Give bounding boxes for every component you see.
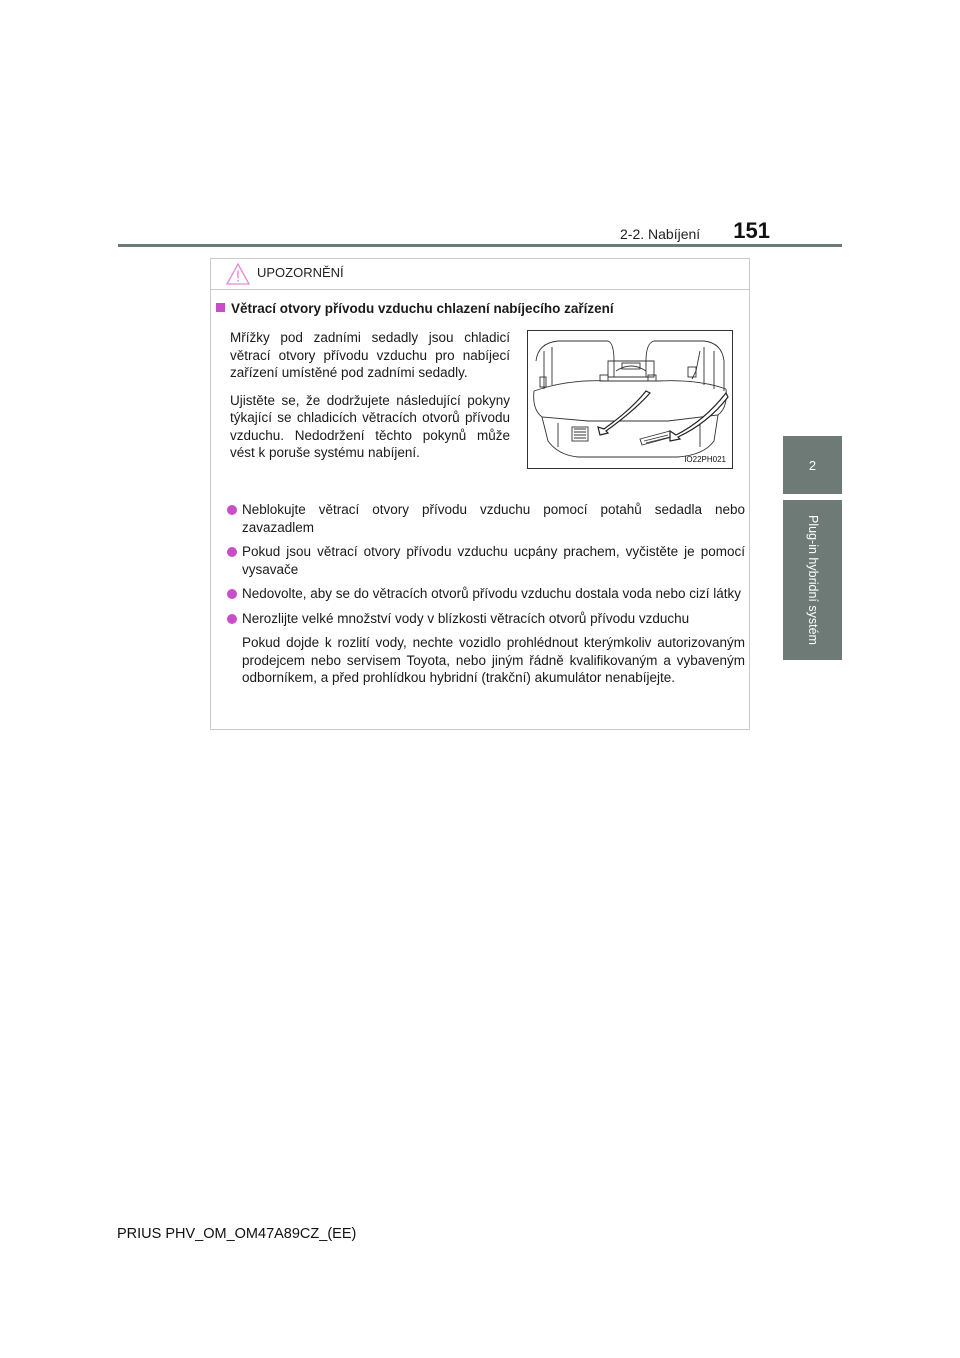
warning-subheading bbox=[211, 301, 749, 316]
section-title: 2-2. Nabíjení bbox=[620, 226, 701, 242]
intro-text bbox=[230, 329, 510, 472]
bullet-icon bbox=[227, 547, 237, 557]
bullet-icon bbox=[227, 505, 237, 515]
bullet-text: Neblokujte větrací otvory přívodu vzduchu pomocí potahů sedadla nebo zavazadlem bbox=[242, 502, 745, 535]
warning-title: UPOZORNĚNÍ bbox=[257, 265, 344, 280]
rear-seat-drawing bbox=[528, 331, 732, 468]
bullet-text: Nerozlijte velké množství vody v blízkosti větracích otvorů přívodu vzduchu bbox=[242, 610, 690, 626]
bullet-icon bbox=[227, 614, 237, 624]
bullet-text: Pokud jsou větrací otvory přívodu vzduchu ucpány prachem, vyčistěte je pomocí vysavače bbox=[242, 544, 745, 577]
bullet-icon bbox=[227, 589, 237, 599]
list-item bbox=[225, 610, 745, 687]
page-number: 151 bbox=[733, 218, 770, 243]
warning-box bbox=[210, 258, 750, 730]
document-code: PRIUS PHV_OM_OM47A89CZ_(EE) bbox=[117, 1226, 357, 1242]
square-bullet-icon bbox=[216, 303, 225, 312]
chapter-tab-number: 2 bbox=[783, 436, 842, 494]
warning-header bbox=[211, 259, 749, 290]
chapter-tab-text: Plug-in hybridní systém bbox=[805, 515, 820, 645]
bullet-text: Nedovolte, aby se do větracích otvorů přívodu vzduchu dostala voda nebo cizí látky bbox=[242, 586, 742, 601]
rear-seat-vent-illustration bbox=[527, 330, 733, 469]
subheading-text: Větrací otvory přívodu vzduchu chlazení nabíjecího zařízení bbox=[231, 301, 614, 316]
chapter-tab-label bbox=[783, 500, 842, 660]
warning-bullet-list bbox=[225, 501, 745, 694]
intro-paragraph-2: Ujistěte se, že dodržujete následující pokyny týkající se chladicích větracích otvorů přívodu vzduchu. Nedodržení těchto pokynů může vést k poruše systému nabíjení. bbox=[230, 392, 510, 460]
figure-code: IO22PH021 bbox=[684, 455, 726, 464]
list-item bbox=[225, 543, 745, 578]
warning-triangle-icon bbox=[225, 262, 251, 286]
list-item bbox=[225, 585, 745, 603]
header-divider bbox=[118, 244, 842, 247]
intro-paragraph-1: Mřížky pod zadními sedadly jsou chladicí větrací otvory přívodu vzduchu pro nabíjecí zařízení umístěné pod zadními sedadly. bbox=[230, 330, 510, 380]
list-item bbox=[225, 501, 745, 536]
bullet-note: Pokud dojde k rozlití vody, nechte vozidlo prohlédnout kterýmkoliv autorizovaným prodejcem nebo servisem Toyota, nebo jiným řádně kvalifikovaným a vybaveným odborníkem, a před prohlídkou hybridní (trakční) akumulátor nenabíjejte. bbox=[242, 635, 745, 685]
